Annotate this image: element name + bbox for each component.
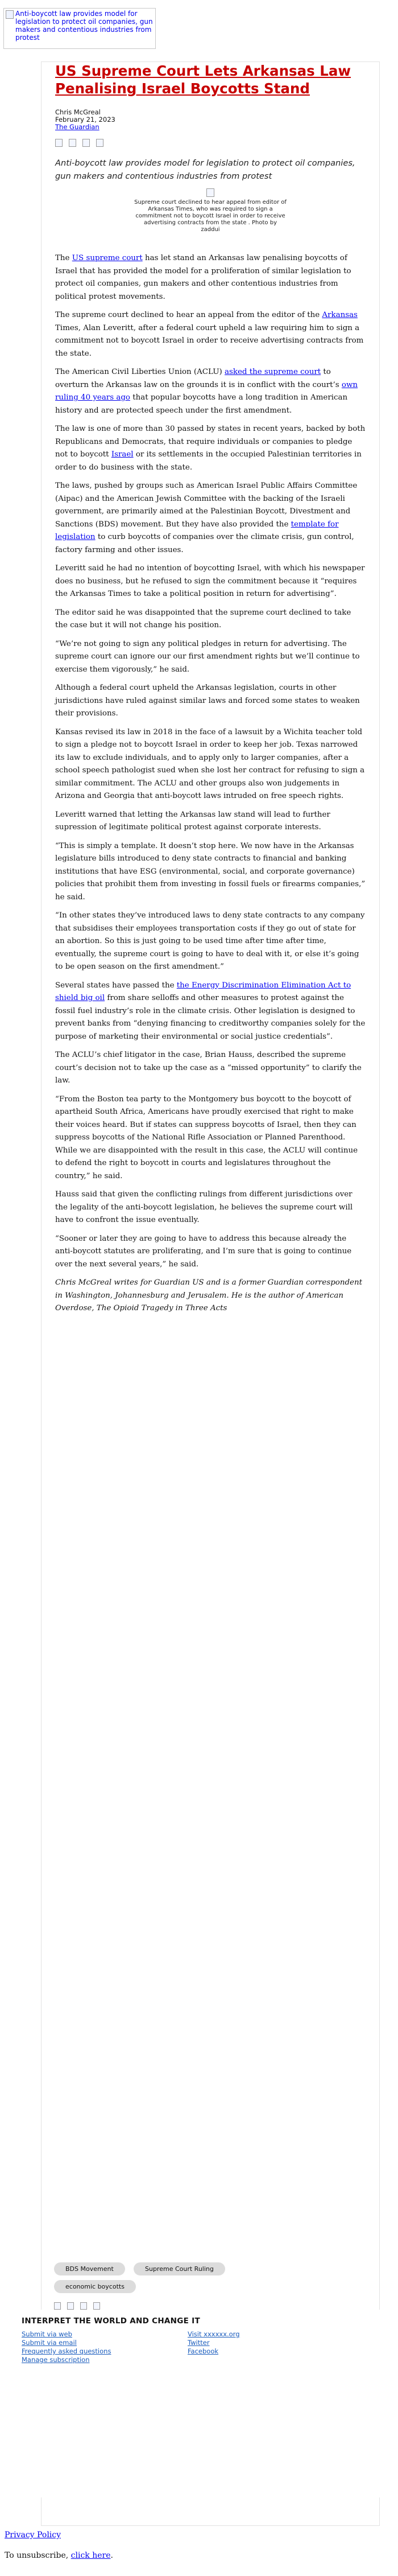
paragraph	[55, 366, 366, 417]
unsubscribe-text: To unsubscribe,	[5, 2551, 71, 2560]
footer-link[interactable]: Submit via email	[22, 2339, 77, 2347]
paragraph: “In other states they’ve introduced laws to deny state contracts to any company that subsidises their employees transportation costs if they go out of state for an abortion. So this is just going to be used time after time after time, eventually, the supreme court is going to have to deal with it, or else it’s going to be open season on the first amendment.”	[55, 911, 365, 971]
byline	[55, 109, 366, 131]
paragraph-text: The law is one of more than 30 passed by states in recent years, backed by both Republicans and Democrats, that require individuals or companies to pledge not to boycott	[55, 425, 366, 459]
share-twitter-icon[interactable]	[67, 2302, 74, 2310]
tag-economic-boycotts[interactable]: economic boycotts	[54, 2280, 136, 2293]
publication-link[interactable]: The Guardian	[55, 123, 100, 131]
share-icons-bottom	[54, 2301, 106, 2310]
paragraph: “From the Boston tea party to the Montgomery bus boycott to the boycott of apartheid South Africa, Americans have proudly exercised that right to make their voices heard. But if states can suppress boycotts of Israel, then they can suppress boycotts of the National Rifle Association or Planned Parenthood. While we are disappointed with the result in this case, the ACLU will continue to defend the right to boycott in courts and legislatures throughout the country,” he said.	[55, 1094, 358, 1180]
footer-title: INTERPRET THE WORLD AND CHANGE IT	[22, 2316, 201, 2326]
share-link-icon[interactable]	[96, 139, 103, 147]
footer-link[interactable]: Visit xxxxxx.org	[188, 2330, 240, 2338]
paragraph-text: The American Civil Liberties Union (ACLU)	[55, 368, 225, 376]
paragraph-text: that popular boycotts have a long tradition in American history and are protected speech under the first amendment.	[55, 393, 348, 415]
paragraph	[55, 980, 366, 1044]
paragraph: Hauss said that given the conflicting rulings from different jurisdictions over the legality of the anti-boycott legislation, he believes the supreme court will have to confront the issue eventually.	[55, 1190, 353, 1224]
footer-link[interactable]: Manage subscription	[22, 2356, 90, 2364]
paragraph-text: Times, Alan Leveritt, after a federal court upheld a law requiring him to sign a commitment not to boycott Israel in order to receive advertising contracts from the state.	[55, 323, 364, 358]
unsubscribe-line	[5, 2551, 113, 2560]
paragraph: “This is simply a template. It doesn’t stop here. We now have in the Arkansas legislature bills introduced to deny state contracts to financial and banking institutions that have ESG (environmental, social, and corporate governance) policies that prohibit them from investing in fossil fuels or firearms companies,” he said.	[55, 841, 366, 902]
paragraph: Although a federal court upheld the Arkansas legislation, courts in other jurisdictions have ruled against similar laws and forced some states to weaken their provisions.	[55, 684, 360, 718]
figure-caption: Supreme court declined to hear appeal from editor of Arkansas Times, who was required to sign a commitment not to boycott Israel in order to receive advertising contracts from the state . Photo by zaddui	[134, 199, 287, 233]
share-email-icon[interactable]	[82, 139, 90, 147]
article-headline[interactable]: US Supreme Court Lets Arkansas Law Penalising Israel Boycotts Stand	[55, 63, 351, 97]
tag-supreme-court-ruling[interactable]: Supreme Court Ruling	[134, 2262, 225, 2275]
footer-link[interactable]: Twitter	[188, 2339, 210, 2347]
footer-right-links	[188, 2330, 240, 2356]
footer-link[interactable]: Frequently asked questions	[22, 2347, 111, 2355]
tag-bds-movement[interactable]: BDS Movement	[54, 2262, 125, 2275]
footer-link[interactable]: Facebook	[188, 2347, 219, 2355]
header-image[interactable]	[3, 8, 156, 49]
paragraph	[55, 252, 366, 303]
article-figure	[55, 188, 366, 233]
article-container	[41, 61, 380, 2526]
paragraph: “Sooner or later they are going to have to address this because already the anti-boycott statutes are proliferating, and I’m sure that is going to continue over the next several years,” he said.	[55, 1234, 352, 1269]
paragraph-text: to curb boycotts of companies over the climate crisis, gun control, factory farming and other issues.	[55, 533, 354, 554]
inline-link[interactable]: Arkansas	[322, 311, 358, 319]
paragraph: The ACLU’s chief litigator in the case, Brian Hauss, described the supreme court’s decision not to take up the case as a “missed opportunity” to clarify the law.	[55, 1051, 362, 1085]
share-facebook-icon[interactable]	[54, 2302, 61, 2310]
share-email-icon[interactable]	[80, 2302, 87, 2310]
paragraph: “We’re not going to sign any political pledges in return for advertising. The supreme court can ignore our our first amendment rights but we’ll continue to exercise them vigorously,” he said.	[55, 639, 360, 674]
newsletter-footer	[0, 2310, 398, 2497]
paragraph-text: The supreme court declined to hear an appeal from the editor of the	[55, 311, 322, 319]
inline-link[interactable]: Israel	[111, 450, 134, 459]
inline-link[interactable]: template for legislation	[55, 520, 339, 541]
inline-link[interactable]: asked the supreme court	[224, 368, 321, 376]
paragraph-text: Several states have passed the	[55, 981, 177, 990]
header-image-alt: Anti-boycott law provides model for legislation to protect oil companies, gun makers and contentious industries from protest	[15, 10, 153, 42]
paragraph: Leveritt said he had no intention of boycotting Israel, with which his newspaper does no business, but he refused to sign the commitment because it “requires the Arkansas Times to take a political position in return for advertising”.	[55, 564, 365, 598]
share-link-icon[interactable]	[93, 2302, 100, 2310]
paragraph-text: to overturn the Arkansas law on the grounds it is in conflict with the court’s	[55, 368, 342, 389]
paragraph	[55, 423, 366, 474]
paragraph	[55, 480, 366, 557]
paragraph: Kansas revised its law in 2018 in the face of a lawsuit by a Wichita teacher told to sign a pledge not to boycott Israel in order to keep her job. Texas narrowed its law to exclude individuals, and to apply only to larger companies, after a school speech pathologist sued when she lost her contract for refusing to sign a similar commitment. The ACLU and other groups also won judgements in Arizona and Georgia that anti-boycott laws intruded on free speech rights.	[55, 727, 365, 800]
footer-left-links	[22, 2330, 111, 2364]
share-twitter-icon[interactable]	[69, 139, 76, 147]
standfirst: Anti-boycott law provides model for legislation to protect oil companies, gun makers and contentious industries from protest	[55, 158, 355, 181]
share-icons	[55, 139, 366, 149]
author-bio: Chris McGreal writes for Guardian US and is a former Guardian correspondent in Washington, Johannesburg and Jerusalem. He is the author of American Overdose, The Opioid Tragedy in Three Acts	[55, 1278, 362, 1312]
inline-link[interactable]: the Energy Discrimination Elimination Act to shield big oil	[55, 981, 351, 1002]
author-name: Chris McGreal	[55, 108, 101, 116]
paragraph-text: or its settlements in the occupied Palestinian territories in order to do business with the state.	[55, 450, 362, 472]
unsubscribe-link[interactable]: click here	[71, 2551, 111, 2560]
article-body	[55, 252, 366, 1315]
paragraph-text: has let stand an Arkansas law penalising boycotts of Israel that has provided the model for a proliferation of similar legislation to protect oil companies, gun makers and other contentious industries from political protest movements.	[55, 254, 351, 301]
paragraph: Leveritt warned that letting the Arkansas law stand will lead to further supression of legitimate political protest against corporate interests.	[55, 810, 330, 832]
footer-link[interactable]: Submit via web	[22, 2330, 72, 2338]
broken-image-icon	[6, 10, 14, 19]
unsubscribe-period: .	[110, 2551, 113, 2560]
inline-link[interactable]: US supreme court	[72, 254, 143, 262]
privacy-policy-link[interactable]: Privacy Policy	[5, 2530, 61, 2540]
privacy-line	[5, 2530, 61, 2540]
share-facebook-icon[interactable]	[55, 139, 63, 147]
paragraph-text: The	[55, 254, 72, 262]
paragraph-text: from share selloffs and other measures to protest against the fossil fuel industry’s role in the climate crisis. Other legislation is designed to prevent banks from “denying financing to creditworthy companies solely for the purpose of marketing their environmental or social justice credentials”.	[55, 994, 366, 1041]
broken-image-icon	[206, 188, 214, 197]
paragraph: The editor said he was disappointed that the supreme court declined to take the case but it will not change his position.	[55, 608, 351, 629]
inline-link[interactable]: own ruling 40 years ago	[55, 380, 358, 402]
paragraph	[55, 309, 366, 360]
publish-date: February 21, 2023	[55, 116, 115, 124]
paragraph-text: The laws, pushed by groups such as American Israel Public Affairs Committee (Aipac) and the American Jewish Committee with the backing of the Israeli government, are primarily aimed at the Palestinian Boycott, Divestment and Sanctions (BDS) movement. But they have also provided the	[55, 482, 358, 529]
